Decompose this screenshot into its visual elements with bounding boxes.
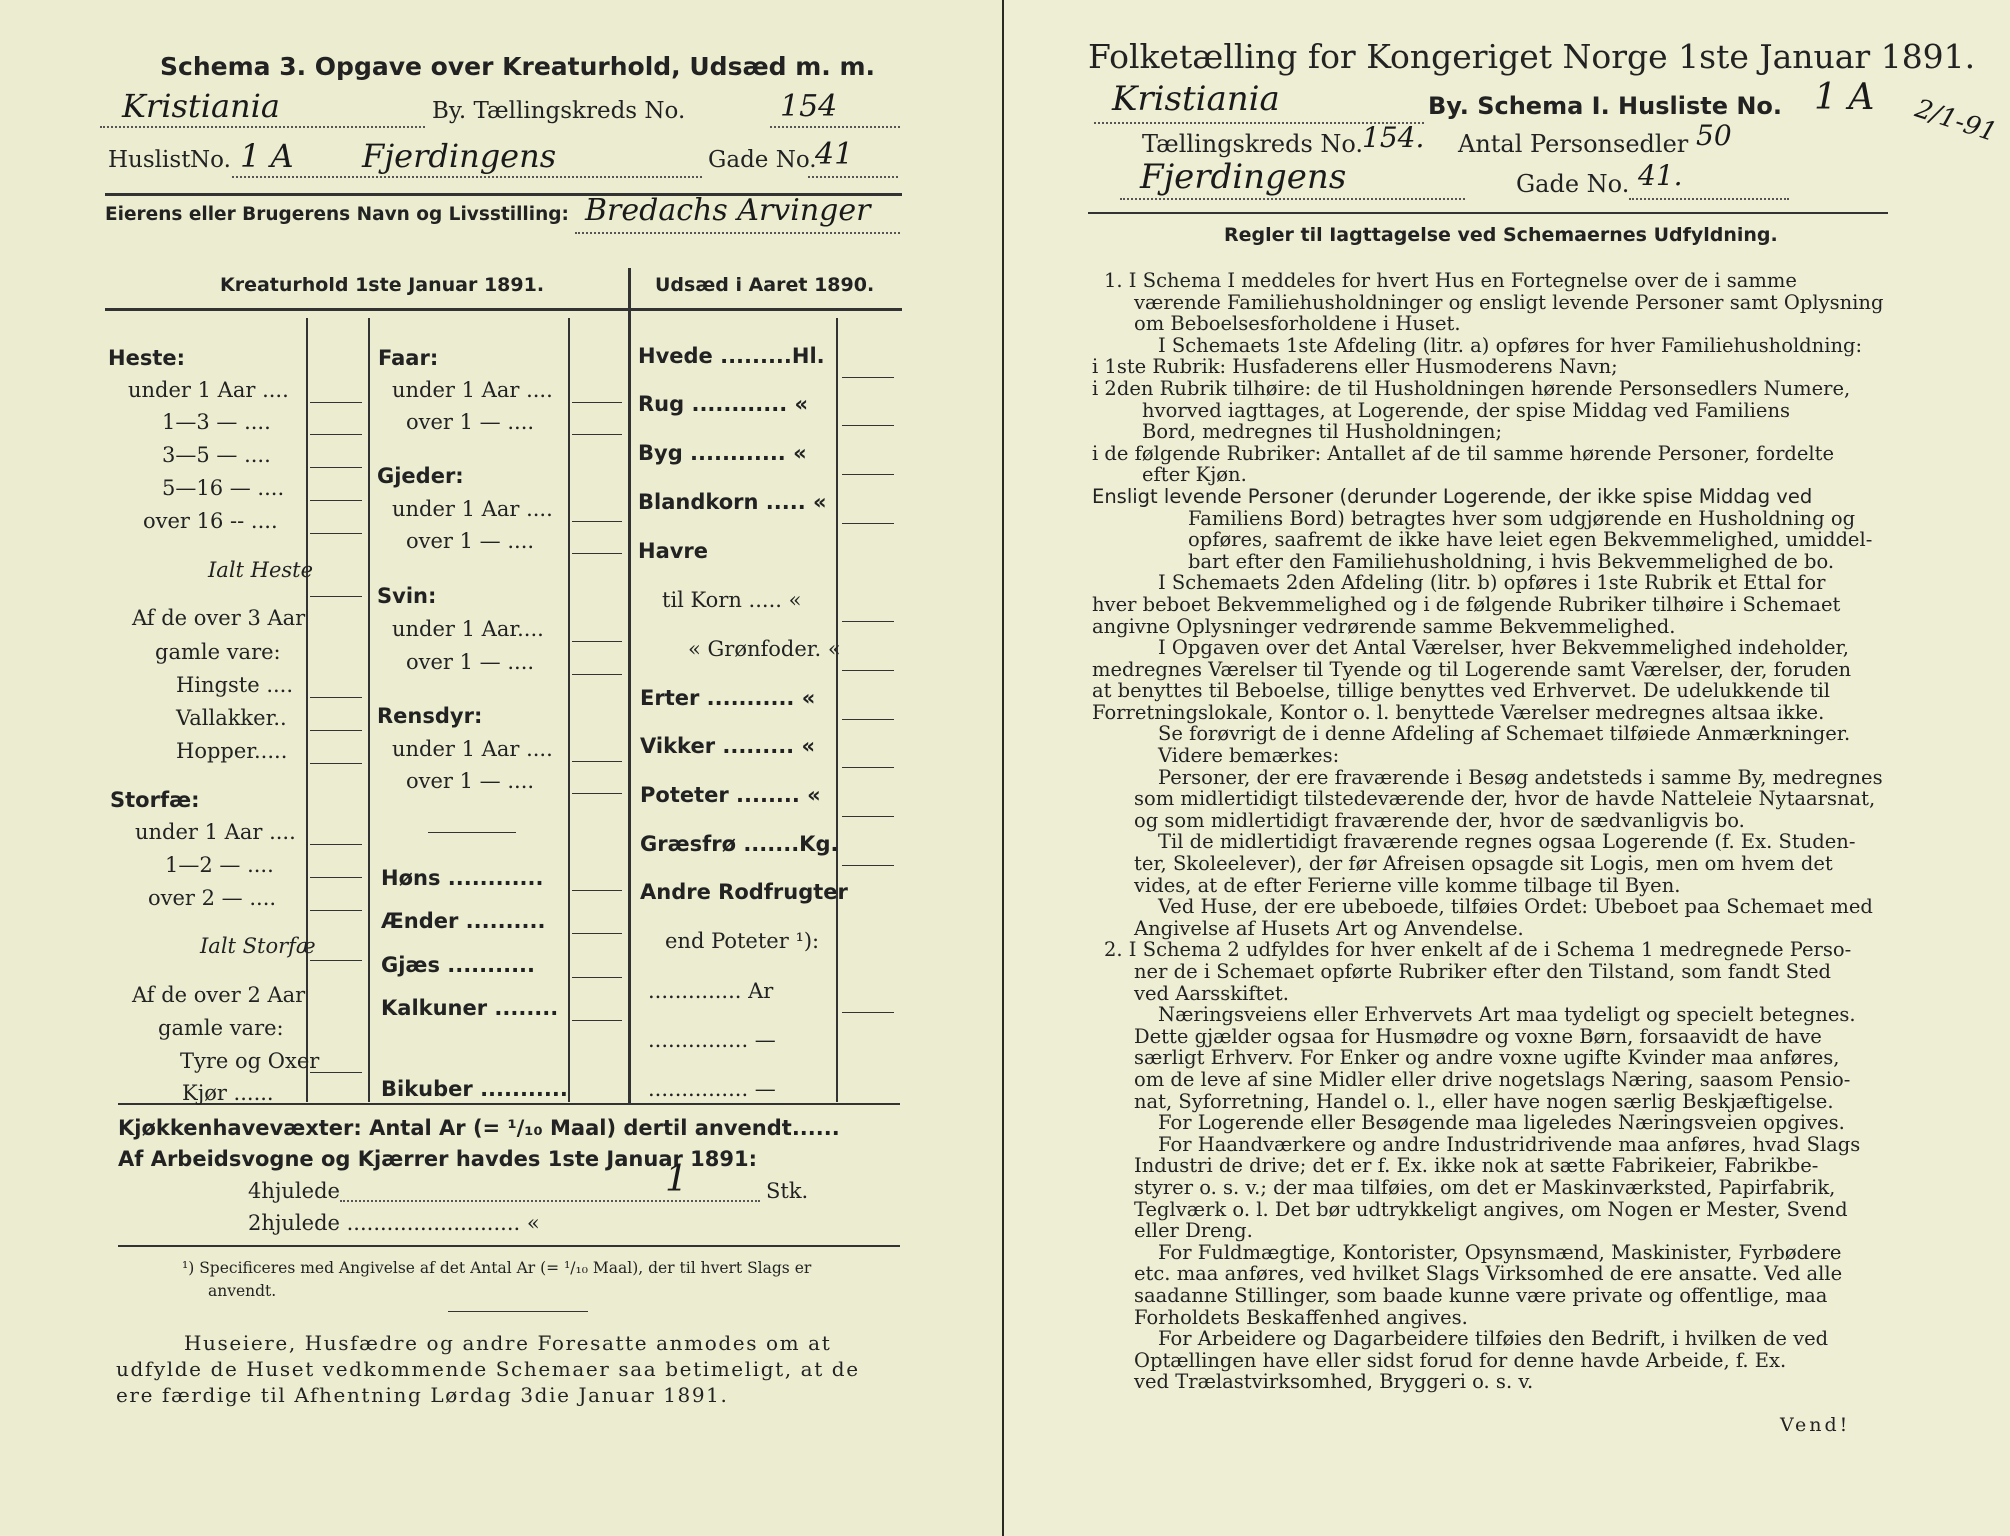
- col2-value-line: [572, 977, 622, 978]
- rule-1-line-17: angivne Oplysninger vedrørende samme Bekvemmelighed.: [1092, 614, 1676, 638]
- rule-1-line-29: vides, at de efter Ferierne ville komme tilbage til Byen.: [1134, 873, 1681, 897]
- blank-line-2: ............... —: [648, 1077, 776, 1101]
- rule-1-line-14: bart efter den Familiehusholdning, i hvis Bekvemmelighed de bo.: [1188, 549, 1835, 573]
- gade-no-label: Gade No.: [1516, 170, 1630, 198]
- folketelling-title: Folketælling for Kongeriget Norge 1ste Januar 1891.: [1088, 37, 1976, 76]
- col1-value-line: [310, 844, 362, 845]
- rule-1-line-4: I Schemaets 1ste Afdeling (litr. a) opføres for hver Familiehusholdning:: [1158, 333, 1863, 357]
- vend-label: Vend!: [1780, 1414, 1851, 1436]
- col2-value-line: [572, 434, 622, 435]
- ialt-storfae: Ialt Storfæ: [200, 934, 316, 958]
- tyre-label: Tyre og Oxer: [180, 1049, 320, 1073]
- ar-line: .............. Ar: [648, 979, 774, 1003]
- havre-label: Havre: [638, 539, 709, 563]
- rule-2-line-19: For Arbeidere og Dagarbeidere tilføies den Bedrift, i hvilken de ved: [1158, 1327, 1829, 1351]
- col2-value-line: [572, 793, 622, 794]
- storfae-row-2: 1—2 — ....: [165, 853, 274, 877]
- antal-handwritten: 50: [1696, 119, 1732, 152]
- rule-1-line-20: at benyttes til Beboelse, tillige benyttes ved Erhvervet. De udelukkende til: [1092, 679, 1831, 703]
- rule-2-line-5: Dette gjælder ogsaa for Husmødre og voxne Børn, forsaavidt de have: [1134, 1024, 1822, 1048]
- rule-1-line-22: Se forøvrigt de i denne Afdeling af Schemaet tilføiede Anmærkninger.: [1158, 722, 1851, 746]
- gronfoder-label: « Grønfoder. «: [688, 637, 841, 661]
- graesfro-label: Græsfrø .......Kg.: [640, 832, 839, 856]
- kreds-handwritten: 154.: [1362, 121, 1425, 154]
- rule-2-line-8: nat, Syforretning, Handel o. l., eller have nogen særlig Beskjæftigelse.: [1134, 1089, 1834, 1113]
- rule-1-line-27: Til de midlertidigt fraværende regnes ogsaa Logerende (f. Ex. Studen-: [1158, 830, 1856, 854]
- gjeder-label: Gjeder:: [377, 464, 464, 488]
- rule-1-line-9: i de følgende Rubriker: Antallet af de til samme hørende Personer, fordelte: [1092, 441, 1835, 465]
- street-handwritten: Fjerdingens: [362, 137, 557, 175]
- byg-label: Byg ............ «: [638, 441, 807, 465]
- rule-2-line-3: ved Aarsskiftet.: [1134, 981, 1289, 1005]
- hvede-label: [638, 346, 825, 367]
- rule-1-line-10: efter Kjøn.: [1142, 463, 1247, 487]
- gade-no-line: [1629, 198, 1789, 200]
- col1-value-line: [310, 596, 362, 597]
- col2-short-rule: [428, 832, 516, 833]
- rule-2-line-11: Industri de drive; det er f. Ex. ikke nok at sætte Fabrikeier, Fabrikbe-: [1134, 1154, 1819, 1178]
- rule-1-line-18: I Opgaven over det Antal Værelser, hver Bekvemmelighed indeholder,: [1158, 636, 1849, 660]
- rule-2-line-21: ved Trælastvirksomhed, Bryggeri o. s. v.: [1134, 1370, 1534, 1394]
- schema1-husliste-label: By. Schema I. Husliste No.: [1428, 92, 1783, 120]
- faar-row-2: over 1 — ....: [406, 410, 535, 434]
- kreds-handwritten: 154: [780, 89, 838, 124]
- heste-row-5: over 16 -- ....: [143, 509, 278, 533]
- col3-value-line: [842, 621, 894, 622]
- svin-label: Svin:: [377, 584, 437, 608]
- rensdyr-row-1: under 1 Aar ....: [392, 737, 553, 761]
- hingste-label: Hingste ....: [176, 673, 294, 697]
- husliste-handwritten: 1 A: [1814, 77, 1875, 118]
- rug-label: Rug ............ «: [638, 392, 809, 416]
- owner-label: Eierens eller Brugerens Navn og Livsstilling:: [105, 204, 569, 225]
- kreds-line: [770, 126, 900, 128]
- col1-value-line: [310, 533, 362, 534]
- col3-value-line: [842, 425, 894, 426]
- header-rule: [1088, 212, 1888, 214]
- rule-1-line-16: hver beboet Bekvemmelighed og i de følgende Rubriker tilhøire i Schemaet: [1092, 592, 1841, 616]
- corner-date-handwritten: 2/1-91: [1911, 93, 2001, 149]
- af-over3-line-a: Af de over 3 Aar: [132, 606, 306, 630]
- heste-row-3: 3—5 — ....: [162, 443, 271, 467]
- owner-line: [575, 232, 900, 234]
- huslist-label: Huslist: [108, 147, 191, 173]
- tellingskreds-label: By. Tællingskreds No.: [432, 98, 686, 124]
- owner-handwritten: Bredachs Arvinger: [585, 193, 871, 228]
- col3-value-left: [836, 318, 838, 1102]
- col3-value-line: [842, 719, 894, 720]
- col3-value-line: [842, 865, 894, 866]
- erter-label: Erter ........... «: [640, 686, 816, 710]
- col1-value-line: [310, 1072, 362, 1073]
- col1-value-line: [310, 467, 362, 468]
- col1-value-line: [310, 402, 362, 403]
- rule-1-line-15: I Schemaets 2den Afdeling (litr. b) opføres i 1ste Rubrik et Ettal for: [1158, 571, 1826, 595]
- firehjulede-label: 4hjulede: [248, 1179, 340, 1203]
- rule-1-line-25: som midlertidigt tilstedeværende der, hvor de havde Natteleie Nytaarsnat,: [1134, 787, 1876, 811]
- col3-value-line: [842, 816, 894, 817]
- col2-value-line: [572, 402, 622, 403]
- left-page-schema-3: [0, 0, 1002, 1536]
- af-over3-line-b: gamle vare:: [155, 640, 281, 664]
- gade-no-handwritten: 41.: [1638, 159, 1683, 192]
- rule-1-line-3: om Beboelsesforholdene i Huset.: [1134, 312, 1461, 336]
- col1-value-left: [306, 318, 308, 1102]
- col1-value-line: [310, 730, 362, 731]
- gade-no-handwritten: 41: [815, 137, 854, 172]
- kjokkenhave-text: Kjøkkenhavevæxter: Antal Ar (= ¹/₁₀ Maal) dertil anvendt......: [118, 1116, 840, 1140]
- col2-value-line: [572, 521, 622, 522]
- rensdyr-label: Rensdyr:: [377, 704, 483, 728]
- tohjulede-label: 2hjulede .......................... «: [248, 1211, 540, 1235]
- rensdyr-row-2: over 1 — ....: [406, 769, 535, 793]
- rule-2-line-16: etc. maa anføres, ved hvilket Slags Virksomhed de ere ansatte. Ved alle: [1134, 1262, 1843, 1286]
- notice-line-1: Huseiere, Husfædre og andre Foresatte anmodes om at: [184, 1331, 832, 1355]
- heste-row-1: under 1 Aar ....: [128, 378, 289, 402]
- rule-2-line-2: ner de i Schemaet opførte Rubriker efter den Tilstand, som fandt Sted: [1134, 960, 1831, 983]
- rule-1-line-21: Forretningslokale, Kontor o. l. benyttede Værelser medregnes altsaa ikke.: [1092, 700, 1825, 724]
- aender-label: Ænder ..........: [381, 909, 546, 933]
- col1-value-line: [310, 960, 362, 961]
- rules-paragraph-1: [1092, 270, 1884, 1393]
- col2-value-left: [568, 318, 570, 1102]
- vallakker-label: Vallakker..: [176, 706, 287, 730]
- gjeder-row-1: under 1 Aar ....: [392, 497, 553, 521]
- vikker-label: Vikker ......... «: [640, 734, 816, 758]
- svin-row-1: under 1 Aar....: [392, 617, 544, 641]
- notice-line-2: udfylde de Huset vedkommende Schemaer saa betimeligt, at de: [116, 1357, 860, 1381]
- faar-label: Faar:: [378, 346, 439, 370]
- ialt-heste: Ialt Heste: [208, 558, 314, 582]
- street-handwritten: Fjerdingens: [1140, 157, 1347, 197]
- rule-1-line-26: og som midlertidigt fraværende der, hvor de sædvanligvis bo.: [1134, 808, 1745, 832]
- col2-value-line: [572, 641, 622, 642]
- bikuber-label: Bikuber ...........: [381, 1077, 568, 1101]
- antal-personsedler-label: Antal Personsedler: [1458, 130, 1689, 158]
- footnote-line-a: ¹) Specificeres med Angivelse af det Antal Ar (= ¹/₁₀ Maal), der til hvert Slags er: [182, 1259, 812, 1277]
- blank-line-1: ............... —: [648, 1028, 776, 1052]
- udsaed-header: Udsæd i Aaret 1890.: [655, 274, 875, 296]
- faar-row-1: under 1 Aar ....: [392, 378, 553, 402]
- col1-value-line: [310, 877, 362, 878]
- svin-row-2: over 1 — ....: [406, 650, 535, 674]
- rule-2-line-6: særligt Erhverv. For Enker og andre voxne ugifte Kvinder maa anføres,: [1134, 1046, 1840, 1070]
- col1-value-line: [310, 763, 362, 764]
- kreaturhold-header: Kreaturhold 1ste Januar 1891.: [220, 274, 545, 296]
- col2-value-line: [572, 890, 622, 891]
- rule-1-line-11: Ensligt levende Personer (derunder Logerende, der ikke spise Middag ved: [1092, 484, 1813, 508]
- arbeidsvogne-text: Af Arbeidsvogne og Kjærrer havdes 1ste Januar 1891:: [118, 1147, 758, 1171]
- rule-1-line-13: opføres, saafremt de ikke have leiet egen Bekvemmelighed, umiddel-: [1188, 528, 1873, 552]
- blandkorn-label: Blandkorn ..... «: [638, 490, 827, 514]
- rule-1-line-2: værende Familiehusholdninger og ensligt levende Personer samt Oplysning: [1134, 290, 1884, 314]
- heste-label: Heste:: [108, 346, 185, 370]
- rule-1-line-31: Angivelse af Husets Art og Anvendelse.: [1134, 916, 1524, 940]
- rule-1-line-23: Videre bemærkes:: [1158, 744, 1340, 768]
- gade-no-label: Gade No.: [708, 147, 817, 173]
- city-handwritten: Kristiania: [122, 87, 280, 125]
- heste-row-4: 5—16 — ....: [162, 476, 285, 500]
- col1-value-line: [310, 500, 362, 501]
- right-page-schema-1: [1004, 0, 2010, 1536]
- rule-1-line-8: Bord, medregnes til Husholdningen;: [1142, 420, 1503, 444]
- col3-value-line: [842, 767, 894, 768]
- rule-2-line-15: For Fuldmægtige, Kontorister, Opsynsmænd, Maskinister, Fyrbødere: [1158, 1240, 1842, 1264]
- city-handwritten: Kristiania: [1112, 79, 1280, 119]
- kalkuner-label: Kalkuner ........: [381, 996, 559, 1020]
- notice-rule: [448, 1311, 588, 1312]
- col2-value-line: [572, 933, 622, 934]
- col2-value-line: [572, 1020, 622, 1021]
- stk-label: Stk.: [766, 1179, 809, 1203]
- footnote-rule: [118, 1245, 900, 1247]
- rule-2-line-4: Næringsveiens eller Erhvervets Art maa tydeligt og specielt betegnes.: [1158, 1003, 1856, 1027]
- heste-row-2: 1—3 — ....: [162, 410, 271, 434]
- storfae-row-3: over 2 — ....: [148, 886, 277, 910]
- rule-2-line-1: 2. I Schema 2 udfyldes for hver enkelt af de i Schema 1 medregnede Perso-: [1104, 938, 1852, 962]
- hopper-label: Hopper.....: [176, 739, 288, 763]
- hons-label: Høns ............: [381, 866, 544, 890]
- kjokkenhave-line: [118, 1118, 840, 1139]
- section-divider: [628, 268, 631, 1103]
- col1-value-line: [310, 910, 362, 911]
- rule-1-line-30: Ved Huse, der ere ubeboede, tilføies Ordet: Ubeboet paa Schemaet med: [1158, 895, 1873, 919]
- gade-no-line: [808, 176, 898, 178]
- rule-1-line-12: Familiens Bord) betragtes hver som udgjørende en Husholdning og: [1188, 506, 1856, 530]
- col1-value-line: [310, 434, 362, 435]
- col3-value-line: [842, 670, 894, 671]
- rule-1-line-24: Personer, der ere fraværende i Besøg andetsteds i samme By, medregnes: [1158, 765, 1883, 789]
- col3-value-line: [842, 377, 894, 378]
- rules-title: Regler til Iagttagelse ved Schemaernes Udfyldning.: [1224, 224, 1778, 246]
- poteter-label: Poteter ........ «: [640, 783, 821, 807]
- firehjulede-line: [340, 1200, 760, 1202]
- arbeidsvogne-line: [118, 1149, 757, 1170]
- rule-2-line-17: saadanne Stillinger, som baade kunne være private og offentlige, maa: [1134, 1283, 1828, 1307]
- col3-value-line: [842, 523, 894, 524]
- til-korn-label: til Korn ..... «: [662, 588, 802, 612]
- huslist-no-label: No.: [190, 147, 231, 173]
- rule-2-line-10: For Haandværkere og andre Industridrivende maa anføres, hvad Slags: [1158, 1132, 1861, 1156]
- col1-value-line: [310, 697, 362, 698]
- rule-1-line-19: medregnes Værelser til Tyende og til Logerende samt Værelser, der, foruden: [1092, 657, 1852, 681]
- storfae-row-1: under 1 Aar ....: [135, 820, 296, 844]
- rule-2-line-13: Teglværk o. l. Det bør udtrykkeligt angives, om Nogen er Mester, Svend: [1134, 1197, 1848, 1221]
- gjeder-row-2: over 1 — ....: [406, 529, 535, 553]
- rule-2-line-14: eller Dreng.: [1134, 1219, 1253, 1243]
- rule-1-line-6: i 2den Rubrik tilhøire: de til Husholdningen hørende Personsedlers Numere,: [1092, 376, 1851, 400]
- storfae-label: Storfæ:: [110, 788, 200, 812]
- col3-value-line: [842, 474, 894, 475]
- street-line: [232, 176, 702, 178]
- col2-value-line: [572, 761, 622, 762]
- rule-2-line-7: om de leve af sine Midler eller drive nogetslags Næring, saasom Pensio-: [1134, 1067, 1851, 1091]
- andre-rodfrugter-a: Andre Rodfrugter: [640, 880, 848, 904]
- rule-2-line-12: styrer o. s. v.; der maa tilføies, om det er Maskinværksted, Papirfabrik,: [1134, 1175, 1836, 1199]
- tellingskreds-label: Tællingskreds No.: [1142, 130, 1364, 158]
- col1-value-right: [368, 318, 370, 1102]
- rule-2-line-18: Forholdets Beskaffenhed angives.: [1134, 1305, 1468, 1329]
- city-line: [100, 126, 425, 128]
- af-over2-line-a: Af de over 2 Aar: [132, 983, 306, 1007]
- notice-line-3: ere færdige til Afhentning Lørdag 3die Januar 1891.: [116, 1383, 729, 1407]
- rule-1-line-28: ter, Skoleelever), der før Afreisen opsagde sit Logis, men om hvem det: [1134, 852, 1833, 876]
- col2-value-line: [572, 674, 622, 675]
- af-over2-line-b: gamle vare:: [158, 1016, 284, 1040]
- rule-2-line-9: For Logerende eller Besøgende maa ligeledes Næringsveien opgives.: [1158, 1111, 1845, 1135]
- andre-rodfrugter-b: end Poteter ¹):: [665, 929, 820, 953]
- footnote-line-b: anvendt.: [208, 1282, 277, 1300]
- huslist-number-handwritten: 1 A: [240, 137, 294, 175]
- rule-1-line-5: i 1ste Rubrik: Husfaderens eller Husmoderens Navn;: [1092, 355, 1618, 379]
- table-header-rule: [105, 308, 902, 311]
- kjor-label: Kjør ......: [182, 1081, 274, 1105]
- col3-value-line: [842, 1012, 894, 1013]
- rule-1-line-1: 1. I Schema I meddeles for hvert Hus en Fortegnelse over de i samme: [1104, 269, 1797, 292]
- schema3-title: Schema 3. Opgave over Kreaturhold, Udsæd m. m.: [160, 52, 876, 81]
- rule-2-line-20: Optællingen have eller sidst forud for denne havde Arbeide, f. Ex.: [1134, 1348, 1787, 1372]
- street-line: [1120, 198, 1465, 200]
- hvede-text: Hvede .........Hl.: [638, 344, 825, 368]
- col2-value-line: [572, 553, 622, 554]
- rule-1-line-7: hvorved iagttages, at Logerende, der spise Middag ved Familiens: [1142, 398, 1791, 422]
- firehjulede-handwritten: 1: [665, 1159, 688, 1200]
- gjaes-label: Gjæs ...........: [381, 953, 536, 977]
